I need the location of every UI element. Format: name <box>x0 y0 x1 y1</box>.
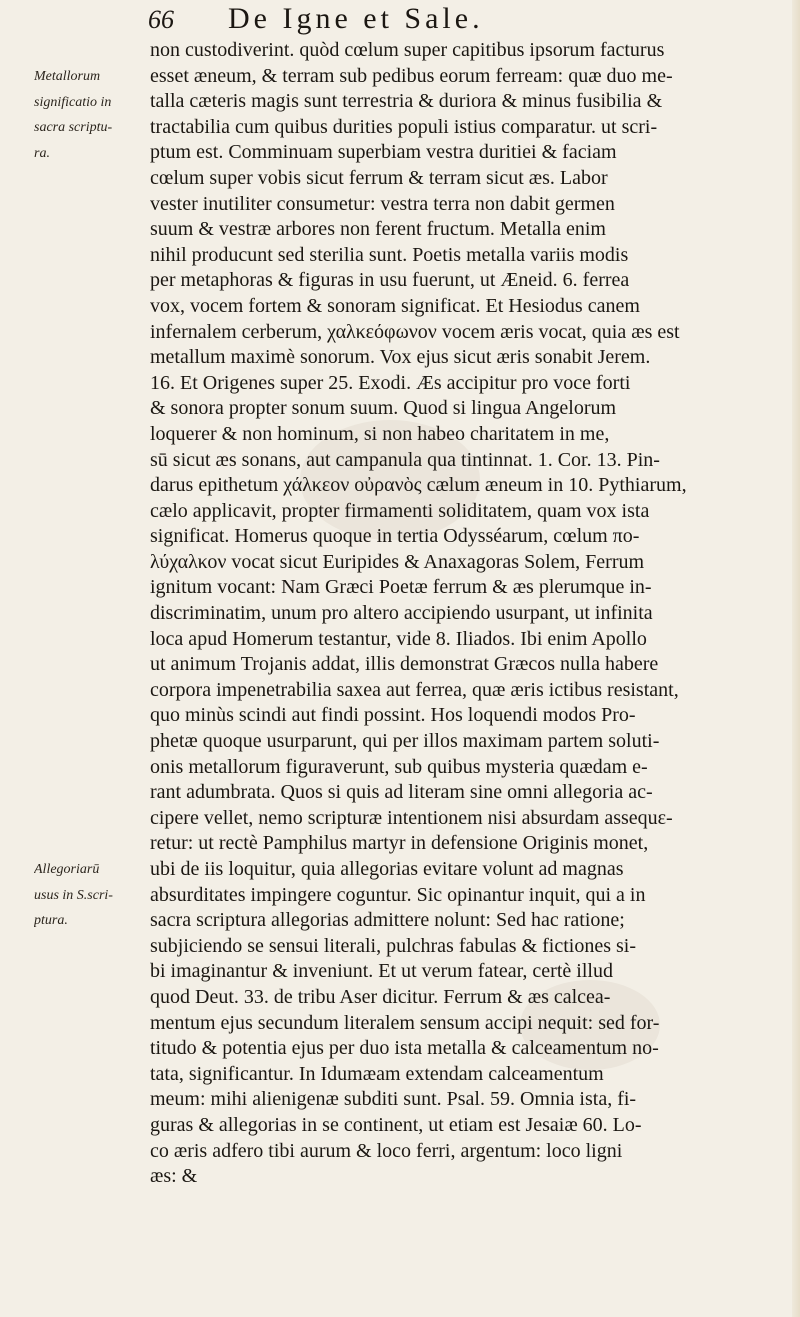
margin-note-line: ptura. <box>34 913 68 929</box>
text-line: ptum est. Comminuam superbiam vestra duritiei & faciam <box>150 141 617 164</box>
text-line: λύχαλκον vocat sicut Euripides & Anaxagoras Solem, Ferrum <box>150 550 645 573</box>
margin-note-metallorum <box>34 64 146 166</box>
margin-note-line: significatio in <box>34 94 112 110</box>
text-line: cœlum super vobis sicut ferrum & terram sicut æs. Labor <box>150 166 608 189</box>
text-line: quo minùs scindi aut findi possint. Hos loquendi modos Pro- <box>150 704 636 727</box>
text-line: bi imaginantur & inveniunt. Et ut verum fatear, certè illud <box>150 960 613 983</box>
text-line: subjiciendo se sensui literali, pulchras fabulas & fictiones si- <box>150 934 636 957</box>
text-line: loca apud Homerum testantur, vide 8. Iliados. Ibi enim Apollo <box>150 627 647 650</box>
text-line: loquerer & non hominum, si non habeo charitatem in me, <box>150 422 610 445</box>
text-line: talla cæteris magis sunt terrestria & duriora & minus fusibilia & <box>150 90 663 113</box>
margin-note-line: Allegoriarū <box>34 862 100 877</box>
text-line: phetæ quoque usurparunt, qui per illos maximam partem soluti- <box>150 730 660 753</box>
margin-note-allegoriarum <box>34 857 146 934</box>
text-line: titudo & potentia ejus per duo ista metalla & calceamentum no- <box>150 1037 659 1060</box>
text-line: tractabilia cum quibus durities populi istius comparatur. ut scri- <box>150 115 658 138</box>
page-header <box>148 2 788 36</box>
text-line: sū sicut æs sonans, aut campanula qua tintinnat. 1. Cor. 13. Pin- <box>150 448 660 471</box>
text-line: vox, vocem fortem & sonoram significat. Et Hesiodus canem <box>150 294 640 317</box>
text-line: non custodiverint. quòd cœlum super capitibus ipsorum facturus <box>150 39 665 61</box>
text-line: ut animum Trojanis addat, illis demonstrat Græcos nulla habere <box>150 653 659 676</box>
running-head: De Igne et Sale. <box>228 2 484 35</box>
text-line: cipere vellet, nemo scripturæ intentionem nisi absurdam assequε- <box>150 806 673 829</box>
folio-number: 66 <box>148 5 174 34</box>
text-line: vester inutiliter consumetur: vestra terra non dabit germen <box>150 192 615 215</box>
text-line: significat. Homerus quoque in tertia Odysséarum, cœlum πο- <box>150 525 640 548</box>
margin-note-line: Metallorum <box>34 69 101 84</box>
text-line: rant adumbrata. Quos si quis ad literam sine omni allegoria ac- <box>150 781 653 804</box>
text-line: tata, significantur. In Idumæam extendam calceamentum <box>150 1062 604 1085</box>
text-line: absurditates impingere coguntur. Sic opinantur inquit, qui a in <box>150 883 646 906</box>
text-line: discriminatim, unum pro altero accipiendo usurpant, ut infinita <box>150 602 653 625</box>
margin-note-line: usus in S.scri- <box>34 887 113 903</box>
text-line: retur: ut rectè Pamphilus martyr in defensione Originis monet, <box>150 832 649 855</box>
text-line: nihil producunt sed sterilia sunt. Poetis metalla variis modis <box>150 243 629 266</box>
text-line: mentum ejus secundum literalem sensum accipi nequit: sed for- <box>150 1011 660 1034</box>
page-edge <box>792 0 800 1317</box>
text-line: & sonora propter sonum suum. Quod si lingua Angelorum <box>150 397 617 420</box>
text-line: ubi de iis loquitur, quia allegorias evitare volunt ad magnas <box>150 858 624 880</box>
text-line: meum: mihi alienigenæ subditi sunt. Psal. 59. Omnia ista, fi- <box>150 1088 637 1111</box>
text-line: esset æneum, & terram sub pedibus eorum ferream: quæ duo me- <box>150 64 673 87</box>
text-line: cælo applicavit, propter firmamenti soliditatem, quam vox ista <box>150 499 650 522</box>
text-line: sacra scriptura allegorias admittere nolunt: Sed hac ratione; <box>150 909 625 932</box>
text-line: æs: & <box>150 1165 198 1188</box>
text-line: per metaphoras & figuras in usu fuerunt, ut Æneid. 6. ferrea <box>150 269 630 292</box>
margin-note-line: ra. <box>34 145 50 161</box>
text-line: guras & allegorias in se continent, ut etiam est Jesaiæ 60. Lo- <box>150 1113 642 1136</box>
margin-note-line: sacra scriptu- <box>34 120 113 136</box>
text-line: onis metallorum figuraverunt, sub quibus mysteria quædam e- <box>150 755 648 778</box>
text-line: corpora impenetrabilia saxea aut ferrea, quæ æris ictibus resistant, <box>150 678 679 701</box>
text-line: 16. Et Origenes super 25. Exodi. Æs accipitur pro voce forti <box>150 371 631 394</box>
text-line: co æris adfero tibi aurum & loco ferri, argentum: loco ligni <box>150 1139 623 1162</box>
text-line: suum & vestræ arbores non ferent fructum. Metalla enim <box>150 218 606 241</box>
text-line: ignitum vocant: Nam Græci Poetæ ferrum & æs plerumque in- <box>150 576 652 599</box>
text-line: darus epithetum χάλκεον οὐρανὸς cælum æneum in 10. Pythiarum, <box>150 474 687 497</box>
text-line: infernalem cerberum, χαλκεόφωνον vocem æris vocat, quia æs est <box>150 320 680 343</box>
text-line: metallum maximè sonorum. Vox ejus sicut æris sonabit Jerem. <box>150 346 651 369</box>
main-text-block <box>150 38 790 1190</box>
text-line: quod Deut. 33. de tribu Aser dicitur. Ferrum & æs calcea- <box>150 985 611 1008</box>
